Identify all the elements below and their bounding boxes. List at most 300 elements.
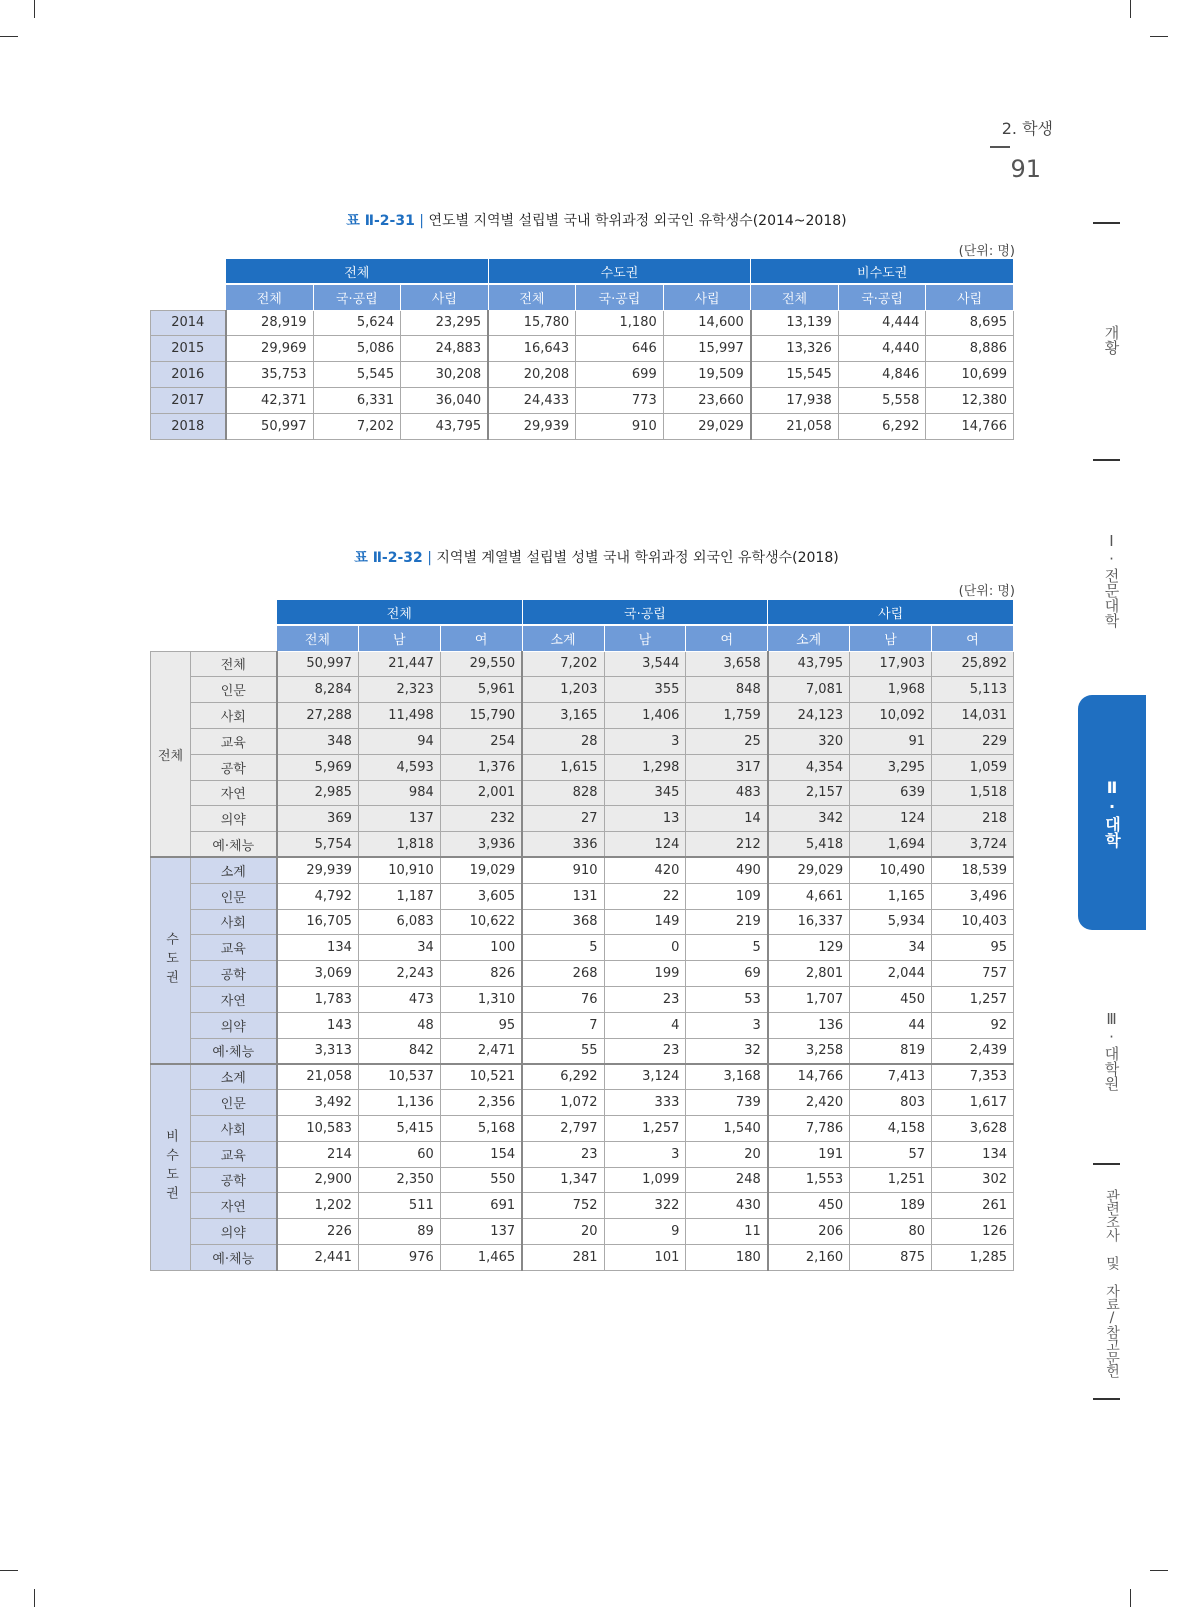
subheader-row (151, 625, 1014, 651)
value-cell: 984 (358, 780, 440, 806)
value-cell: 60 (358, 1141, 440, 1167)
column-header: 사립 (401, 284, 489, 310)
field-cell: 소계 (191, 857, 277, 883)
value-cell: 368 (522, 909, 604, 935)
value-cell: 42,371 (226, 387, 314, 413)
value-cell: 1,617 (932, 1090, 1014, 1116)
value-cell: 43,795 (401, 413, 489, 439)
table-row (151, 1167, 1014, 1193)
value-cell: 29,029 (768, 857, 850, 883)
value-cell: 7,786 (768, 1115, 850, 1141)
column-header: 남 (850, 625, 932, 651)
value-cell: 1,553 (768, 1167, 850, 1193)
value-cell: 16,337 (768, 909, 850, 935)
value-cell: 219 (686, 909, 768, 935)
field-cell: 인문 (191, 1090, 277, 1116)
value-cell: 511 (358, 1193, 440, 1219)
value-cell: 25 (686, 728, 768, 754)
value-cell: 12,380 (926, 387, 1014, 413)
value-cell: 1,251 (850, 1167, 932, 1193)
value-cell: 89 (358, 1219, 440, 1245)
value-cell: 819 (850, 1038, 932, 1064)
value-cell: 232 (440, 806, 522, 832)
table-row (151, 413, 1014, 439)
side-tab-graduate[interactable]: Ⅲ·대학원 (1102, 1009, 1121, 1091)
value-cell: 24,123 (768, 703, 850, 729)
value-cell: 28 (522, 728, 604, 754)
value-cell: 1,759 (686, 703, 768, 729)
value-cell: 3,258 (768, 1038, 850, 1064)
value-cell: 23 (604, 1038, 686, 1064)
value-cell: 3,124 (604, 1064, 686, 1090)
value-cell: 430 (686, 1193, 768, 1219)
value-cell: 2,157 (768, 780, 850, 806)
value-cell: 1,187 (358, 883, 440, 909)
year-cell: 2014 (151, 310, 226, 336)
value-cell: 191 (768, 1141, 850, 1167)
value-cell: 355 (604, 677, 686, 703)
value-cell: 16,643 (488, 336, 576, 362)
value-cell: 646 (576, 336, 664, 362)
table-row (151, 1012, 1014, 1038)
group-header: 전체 (226, 259, 489, 285)
value-cell: 214 (277, 1141, 359, 1167)
value-cell: 803 (850, 1090, 932, 1116)
value-cell: 1,406 (604, 703, 686, 729)
value-cell: 50,997 (277, 651, 359, 677)
column-header: 전체 (277, 625, 359, 651)
value-cell: 101 (604, 1244, 686, 1270)
value-cell: 1,298 (604, 754, 686, 780)
value-cell: 22 (604, 883, 686, 909)
table-row (151, 1038, 1014, 1064)
value-cell: 124 (850, 806, 932, 832)
table1-number: 표 Ⅱ-2-31 (346, 213, 415, 229)
value-cell: 826 (440, 961, 522, 987)
value-cell: 11 (686, 1219, 768, 1245)
field-cell: 사회 (191, 703, 277, 729)
value-cell: 4,792 (277, 883, 359, 909)
value-cell: 218 (932, 806, 1014, 832)
table-row (151, 986, 1014, 1012)
value-cell: 1,257 (604, 1115, 686, 1141)
value-cell: 5,113 (932, 677, 1014, 703)
value-cell: 10,092 (850, 703, 932, 729)
value-cell: 17,903 (850, 651, 932, 677)
value-cell: 29,939 (488, 413, 576, 439)
value-cell: 248 (686, 1167, 768, 1193)
value-cell: 3,165 (522, 703, 604, 729)
value-cell: 5,545 (313, 362, 401, 388)
value-cell: 80 (850, 1219, 932, 1245)
column-header: 전체 (226, 284, 314, 310)
value-cell: 2,439 (932, 1038, 1014, 1064)
column-header: 국·공립 (313, 284, 401, 310)
value-cell: 976 (358, 1244, 440, 1270)
table2-caption: 표 Ⅱ-2-32 | 지역별 계열별 설립별 성별 국내 학위과정 외국인 유학생수(2018) (354, 550, 839, 566)
side-tab-overview[interactable]: 개황 (1102, 325, 1121, 355)
table1-caption: 표 Ⅱ-2-31 | 연도별 지역별 설립별 국내 학위과정 외국인 유학생수(2014~2018) (346, 213, 847, 229)
field-cell: 전체 (191, 651, 277, 677)
column-header: 남 (358, 625, 440, 651)
value-cell: 7,353 (932, 1064, 1014, 1090)
value-cell: 14,600 (663, 310, 751, 336)
value-cell: 13,139 (751, 310, 839, 336)
value-cell: 254 (440, 728, 522, 754)
table-row (151, 677, 1014, 703)
value-cell: 1,707 (768, 986, 850, 1012)
value-cell: 21,447 (358, 651, 440, 677)
value-cell: 137 (440, 1219, 522, 1245)
value-cell: 6,292 (838, 413, 926, 439)
table-row (151, 961, 1014, 987)
group-header: 비수도권 (751, 259, 1014, 285)
table-row (151, 728, 1014, 754)
value-cell: 1,376 (440, 754, 522, 780)
table-row (151, 336, 1014, 362)
value-cell: 7,413 (850, 1064, 932, 1090)
value-cell: 4 (604, 1012, 686, 1038)
value-cell: 29,969 (226, 336, 314, 362)
side-tab-references[interactable]: 관련조사 및 자료/참고문헌 (1104, 1188, 1120, 1377)
value-cell: 5,418 (768, 832, 850, 858)
value-cell: 34 (850, 935, 932, 961)
value-cell: 473 (358, 986, 440, 1012)
column-header: 국·공립 (838, 284, 926, 310)
year-cell: 2015 (151, 336, 226, 362)
column-header: 사립 (926, 284, 1014, 310)
value-cell: 848 (686, 677, 768, 703)
value-cell: 420 (604, 857, 686, 883)
value-cell: 43,795 (768, 651, 850, 677)
value-cell: 3,724 (932, 832, 1014, 858)
value-cell: 336 (522, 832, 604, 858)
value-cell: 4,661 (768, 883, 850, 909)
value-cell: 28,919 (226, 310, 314, 336)
value-cell: 13,326 (751, 336, 839, 362)
value-cell: 154 (440, 1141, 522, 1167)
value-cell: 226 (277, 1219, 359, 1245)
field-cell: 인문 (191, 677, 277, 703)
value-cell: 50,997 (226, 413, 314, 439)
table1-title: 연도별 지역별 설립별 국내 학위과정 외국인 유학생수(2014~2018) (428, 213, 847, 229)
year-cell: 2016 (151, 362, 226, 388)
value-cell: 345 (604, 780, 686, 806)
field-cell: 예·체능 (191, 1244, 277, 1270)
value-cell: 1,203 (522, 677, 604, 703)
value-cell: 10,583 (277, 1115, 359, 1141)
value-cell: 4,158 (850, 1115, 932, 1141)
value-cell: 2,323 (358, 677, 440, 703)
table-row (151, 857, 1014, 883)
field-cell: 소계 (191, 1064, 277, 1090)
table-row (151, 883, 1014, 909)
header-divider (990, 146, 1010, 148)
value-cell: 1,968 (850, 677, 932, 703)
value-cell: 7,081 (768, 677, 850, 703)
value-cell: 1,165 (850, 883, 932, 909)
value-cell: 199 (604, 961, 686, 987)
column-header: 소계 (768, 625, 850, 651)
corner-cell (151, 600, 277, 626)
value-cell: 15,997 (663, 336, 751, 362)
value-cell: 15,780 (488, 310, 576, 336)
table-row (151, 1064, 1014, 1090)
value-cell: 124 (604, 832, 686, 858)
value-cell: 3 (686, 1012, 768, 1038)
field-cell: 자연 (191, 1193, 277, 1219)
page-number: 91 (1010, 155, 1041, 183)
value-cell: 76 (522, 986, 604, 1012)
value-cell: 910 (522, 857, 604, 883)
tab-divider (1093, 222, 1120, 224)
value-cell: 14 (686, 806, 768, 832)
table-row (151, 1090, 1014, 1116)
value-cell: 20 (522, 1219, 604, 1245)
value-cell: 342 (768, 806, 850, 832)
value-cell: 6,331 (313, 387, 401, 413)
value-cell: 3,168 (686, 1064, 768, 1090)
column-header: 전체 (751, 284, 839, 310)
value-cell: 3,544 (604, 651, 686, 677)
value-cell: 4,846 (838, 362, 926, 388)
value-cell: 2,471 (440, 1038, 522, 1064)
corner-cell (151, 625, 277, 651)
year-cell: 2017 (151, 387, 226, 413)
value-cell: 8,284 (277, 677, 359, 703)
value-cell: 27,288 (277, 703, 359, 729)
table-row (151, 909, 1014, 935)
field-cell: 자연 (191, 780, 277, 806)
table-row (151, 806, 1014, 832)
column-header: 여 (440, 625, 522, 651)
value-cell: 8,695 (926, 310, 1014, 336)
value-cell: 1,540 (686, 1115, 768, 1141)
side-tab-college[interactable]: Ⅰ·전문대학 (1102, 532, 1121, 628)
value-cell: 206 (768, 1219, 850, 1245)
value-cell: 3,492 (277, 1090, 359, 1116)
value-cell: 69 (686, 961, 768, 987)
value-cell: 550 (440, 1167, 522, 1193)
value-cell: 5,415 (358, 1115, 440, 1141)
table2-unit: (단위: 명) (958, 584, 1015, 599)
value-cell: 757 (932, 961, 1014, 987)
value-cell: 24,433 (488, 387, 576, 413)
value-cell: 5,086 (313, 336, 401, 362)
value-cell: 2,044 (850, 961, 932, 987)
value-cell: 5 (686, 935, 768, 961)
value-cell: 17,938 (751, 387, 839, 413)
value-cell: 24,883 (401, 336, 489, 362)
value-cell: 2,350 (358, 1167, 440, 1193)
value-cell: 828 (522, 780, 604, 806)
value-cell: 143 (277, 1012, 359, 1038)
value-cell: 0 (604, 935, 686, 961)
value-cell: 1,818 (358, 832, 440, 858)
value-cell: 10,699 (926, 362, 1014, 388)
value-cell: 20,208 (488, 362, 576, 388)
value-cell: 29,550 (440, 651, 522, 677)
field-cell: 공학 (191, 961, 277, 987)
value-cell: 3,936 (440, 832, 522, 858)
value-cell: 29,029 (663, 413, 751, 439)
table-row (151, 1115, 1014, 1141)
field-cell: 공학 (191, 1167, 277, 1193)
group-header: 전체 (277, 600, 523, 626)
value-cell: 450 (850, 986, 932, 1012)
field-cell: 교육 (191, 935, 277, 961)
value-cell: 5 (522, 935, 604, 961)
value-cell: 1,099 (604, 1167, 686, 1193)
value-cell: 348 (277, 728, 359, 754)
field-cell: 사회 (191, 909, 277, 935)
value-cell: 1,347 (522, 1167, 604, 1193)
column-header: 국·공립 (576, 284, 664, 310)
value-cell: 5,961 (440, 677, 522, 703)
value-cell: 95 (440, 1012, 522, 1038)
tab-divider (1093, 459, 1120, 461)
column-header: 전체 (488, 284, 576, 310)
value-cell: 136 (768, 1012, 850, 1038)
group-header: 국·공립 (522, 600, 768, 626)
value-cell: 10,622 (440, 909, 522, 935)
value-cell: 2,001 (440, 780, 522, 806)
value-cell: 1,257 (932, 986, 1014, 1012)
value-cell: 2,420 (768, 1090, 850, 1116)
value-cell: 1,072 (522, 1090, 604, 1116)
value-cell: 14,766 (768, 1064, 850, 1090)
value-cell: 2,797 (522, 1115, 604, 1141)
value-cell: 5,934 (850, 909, 932, 935)
table-row (151, 1244, 1014, 1270)
field-cell: 사회 (191, 1115, 277, 1141)
value-cell: 1,180 (576, 310, 664, 336)
value-cell: 57 (850, 1141, 932, 1167)
column-header: 여 (932, 625, 1014, 651)
value-cell: 302 (932, 1167, 1014, 1193)
value-cell: 261 (932, 1193, 1014, 1219)
value-cell: 6,083 (358, 909, 440, 935)
year-cell: 2018 (151, 413, 226, 439)
value-cell: 55 (522, 1038, 604, 1064)
table1 (150, 258, 1014, 440)
value-cell: 1,783 (277, 986, 359, 1012)
value-cell: 4,593 (358, 754, 440, 780)
value-cell: 19,029 (440, 857, 522, 883)
column-header: 소계 (522, 625, 604, 651)
value-cell: 25,892 (932, 651, 1014, 677)
value-cell: 20 (686, 1141, 768, 1167)
value-cell: 137 (358, 806, 440, 832)
value-cell: 3,313 (277, 1038, 359, 1064)
value-cell: 691 (440, 1193, 522, 1219)
value-cell: 19,509 (663, 362, 751, 388)
value-cell: 2,900 (277, 1167, 359, 1193)
value-cell: 94 (358, 728, 440, 754)
value-cell: 268 (522, 961, 604, 987)
value-cell: 14,031 (932, 703, 1014, 729)
region-cell: 수도권 (151, 857, 191, 1063)
value-cell: 11,498 (358, 703, 440, 729)
value-cell: 281 (522, 1244, 604, 1270)
field-cell: 예·체능 (191, 832, 277, 858)
value-cell: 5,558 (838, 387, 926, 413)
value-cell: 7,202 (313, 413, 401, 439)
value-cell: 53 (686, 986, 768, 1012)
value-cell: 4,354 (768, 754, 850, 780)
value-cell: 23 (604, 986, 686, 1012)
value-cell: 229 (932, 728, 1014, 754)
value-cell: 2,801 (768, 961, 850, 987)
value-cell: 23,660 (663, 387, 751, 413)
value-cell: 14,766 (926, 413, 1014, 439)
value-cell: 23 (522, 1141, 604, 1167)
value-cell: 10,521 (440, 1064, 522, 1090)
value-cell: 2,985 (277, 780, 359, 806)
table-row (151, 935, 1014, 961)
value-cell: 1,202 (277, 1193, 359, 1219)
field-cell: 교육 (191, 728, 277, 754)
table-row (151, 832, 1014, 858)
value-cell: 36,040 (401, 387, 489, 413)
field-cell: 교육 (191, 1141, 277, 1167)
value-cell: 30,208 (401, 362, 489, 388)
value-cell: 126 (932, 1219, 1014, 1245)
value-cell: 752 (522, 1193, 604, 1219)
value-cell: 2,160 (768, 1244, 850, 1270)
table-row (151, 754, 1014, 780)
value-cell: 35,753 (226, 362, 314, 388)
value-cell: 21,058 (277, 1064, 359, 1090)
value-cell: 100 (440, 935, 522, 961)
value-cell: 322 (604, 1193, 686, 1219)
value-cell: 7 (522, 1012, 604, 1038)
section-title: 2. 학생 (1001, 119, 1053, 138)
value-cell: 1,059 (932, 754, 1014, 780)
value-cell: 7,202 (522, 651, 604, 677)
value-cell: 773 (576, 387, 664, 413)
value-cell: 699 (576, 362, 664, 388)
value-cell: 23,295 (401, 310, 489, 336)
value-cell: 10,403 (932, 909, 1014, 935)
value-cell: 27 (522, 806, 604, 832)
tab-divider (1093, 1398, 1120, 1400)
value-cell: 1,465 (440, 1244, 522, 1270)
field-cell: 공학 (191, 754, 277, 780)
value-cell: 92 (932, 1012, 1014, 1038)
value-cell: 2,441 (277, 1244, 359, 1270)
value-cell: 320 (768, 728, 850, 754)
corner-cell (151, 259, 226, 285)
value-cell: 3,658 (686, 651, 768, 677)
value-cell: 149 (604, 909, 686, 935)
table-row (151, 780, 1014, 806)
value-cell: 369 (277, 806, 359, 832)
column-header: 여 (686, 625, 768, 651)
side-tab-university[interactable]: Ⅱ·대학 (1078, 695, 1146, 930)
value-cell: 180 (686, 1244, 768, 1270)
table-row (151, 651, 1014, 677)
value-cell: 134 (277, 935, 359, 961)
value-cell: 317 (686, 754, 768, 780)
value-cell: 131 (522, 883, 604, 909)
value-cell: 1,136 (358, 1090, 440, 1116)
column-header: 남 (604, 625, 686, 651)
table-row (151, 1219, 1014, 1245)
value-cell: 1,615 (522, 754, 604, 780)
table2 (150, 599, 1014, 1271)
field-cell: 의약 (191, 1012, 277, 1038)
